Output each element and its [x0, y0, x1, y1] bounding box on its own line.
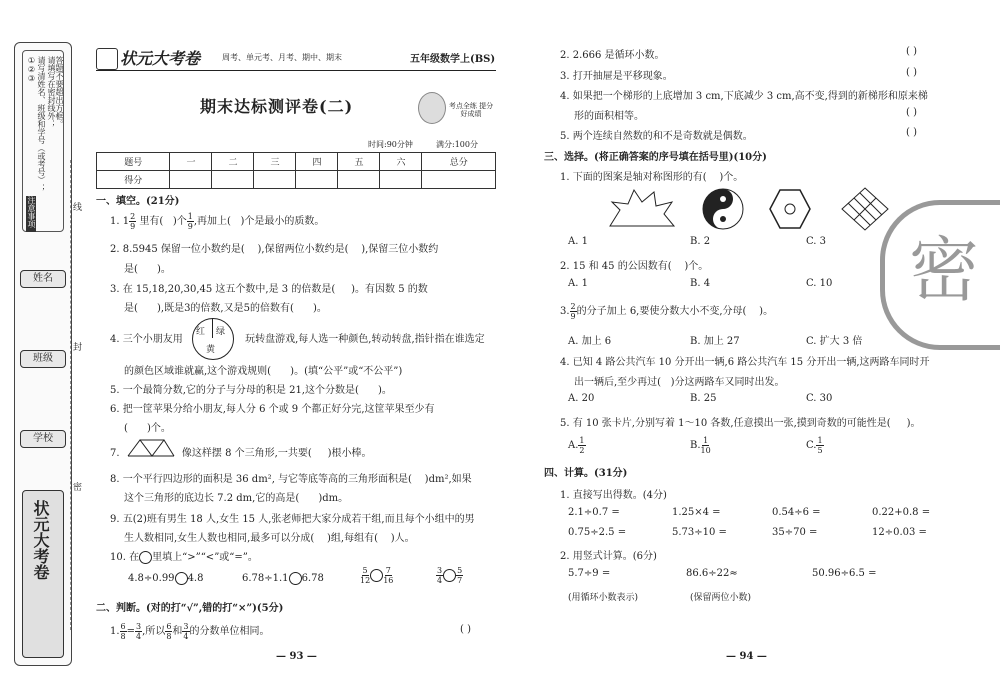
yin-yang-icon: [700, 186, 746, 232]
choice-2-option-a[interactable]: A. 1: [568, 278, 588, 289]
seal-mark-xian: 线: [73, 203, 83, 213]
compare-circle-icon[interactable]: [175, 572, 188, 585]
score-cell: 得分: [97, 171, 170, 189]
question-5: 5. 一个最简分数,它的分子与分母的积是 21,这个分数是( )。: [110, 385, 392, 396]
compare-circle-icon[interactable]: [443, 569, 456, 582]
answer-paren[interactable]: ( ): [906, 127, 917, 138]
calc-2-note: (保留两位小数): [690, 593, 752, 603]
calc-2-note: (用循环小数表示): [568, 593, 639, 603]
calc-2-item: 86.6÷22≈: [686, 568, 738, 579]
judge-3: 3. 打开抽屉是平移现象。: [560, 71, 673, 82]
hexagon-icon: [768, 188, 812, 230]
section-2-title: 二、判断。(对的打“√”,错的打“×”)(5分): [96, 603, 284, 614]
calc-2-title: 2. 用竖式计算。(6分): [560, 551, 657, 562]
answer-paren[interactable]: ( ): [906, 67, 917, 78]
seal-stamp: 密: [880, 200, 1000, 350]
answer-paren[interactable]: ( ): [460, 624, 471, 635]
choice-5: 5. 有 10 张卡片,分别写着 1～10 各数,任意摸出一张,摸到奇数的可能性是( )。: [560, 418, 921, 429]
choice-3-option-a[interactable]: A. 加上 6: [568, 336, 612, 347]
choice-5-option-b[interactable]: B. $\frac{1}{10}$: [690, 436, 711, 455]
score-cell: 四: [296, 153, 338, 171]
page-number-left: — 93 —: [276, 651, 317, 662]
compare-3: $\frac{5}{12}$ $\frac{7}{16}$: [360, 566, 394, 585]
score-input-cell[interactable]: [422, 171, 496, 189]
score-input-cell[interactable]: [212, 171, 254, 189]
question-3-cont: 是( ),既是3的倍数,又是5的倍数有( )。: [124, 303, 327, 314]
brand-icon: [96, 48, 118, 70]
question-6-cont: ( )个。: [124, 423, 171, 434]
judge-2: 2. 2.666 是循环小数。: [560, 50, 665, 61]
choice-4-option-b[interactable]: B. 25: [690, 393, 717, 404]
choice-2-option-b[interactable]: B. 4: [690, 278, 711, 289]
score-table-header-row: [97, 153, 496, 171]
choice-5-option-c[interactable]: C. $\frac{1}{5}$: [806, 436, 823, 455]
compare-circle-icon[interactable]: [289, 572, 302, 585]
score-cell: 二: [212, 153, 254, 171]
choice-1-option-a[interactable]: A. 1: [568, 236, 588, 247]
choice-5-option-a[interactable]: A. $\frac{1}{2}$: [568, 436, 585, 455]
choice-4: 4. 已知 4 路公共汽车 10 分开出一辆,6 路公共汽车 15 分开出一辆,这两路车同时开: [560, 357, 930, 368]
brand-logo: 状元大考卷: [120, 49, 201, 68]
mascot-bubble: 考点全练 提分好成绩: [448, 102, 494, 118]
calc-1-item: 35÷70 =: [772, 527, 818, 538]
question-4: 4. 三个小朋友用 玩转盘游戏,每人选一种颜色,转动转盘,指针指在谁选定: [110, 334, 485, 345]
full-score: 满分:100分: [436, 140, 478, 149]
header-rule: [96, 70, 496, 71]
triangles-figure: [126, 438, 176, 458]
calc-1-item: 1.25×4 =: [672, 507, 721, 518]
exam-time: 时间:90分钟: [368, 140, 413, 149]
score-input-cell[interactable]: [338, 171, 380, 189]
choice-3: 3. $\frac{2}{9}$ 的分子加上 6,要使分数大小不变,分母( )。: [560, 302, 774, 321]
score-input-cell[interactable]: [380, 171, 422, 189]
judge-1: 1. $\frac{6}{8}$ = $\frac{3}{4}$ ,所以 $\frac{6}{8}$ 和 $\frac{3}{4}$ 的分数单位相同。: [110, 622, 270, 641]
score-input-cell[interactable]: [170, 171, 212, 189]
choice-1-option-b[interactable]: B. 2: [690, 236, 711, 247]
field-school: 学校: [20, 430, 66, 448]
calc-2-item: 50.96÷6.5 =: [812, 568, 877, 579]
question-2: 2. 8.5945 保留一位小数约是( ),保留两位小数约是( ),保留三位小数约: [110, 244, 439, 255]
notice-tag: 注意事项: [26, 196, 36, 232]
wheel-yellow: 黄: [206, 345, 216, 355]
score-input-cell[interactable]: [296, 171, 338, 189]
brand-logo-vertical: 状元大考卷: [31, 500, 50, 580]
score-input-cell[interactable]: [254, 171, 296, 189]
field-class: 班级: [20, 350, 66, 368]
answer-paren[interactable]: ( ): [906, 46, 917, 57]
knot-icon: [840, 186, 890, 232]
seal-line: [70, 160, 71, 630]
score-cell: 总分: [422, 153, 496, 171]
calc-1-item: 0.22+0.8 =: [872, 507, 931, 518]
choice-3-option-c[interactable]: C. 扩大 3 倍: [806, 336, 863, 347]
mascot-icon: [418, 92, 446, 124]
calc-1-item: 0.54÷6 =: [772, 507, 821, 518]
question-2-cont: 是( )。: [124, 264, 171, 275]
score-table-score-row: [97, 171, 496, 189]
question-8-cont: 这个三角形的底边长 7.2 dm,它的高是( )dm。: [124, 493, 349, 504]
calc-1-item: 2.1÷0.7 =: [568, 507, 620, 518]
wheel-green: 绿: [216, 327, 226, 337]
wheel-red: 红: [196, 327, 206, 337]
judge-4-cont: 形的面积相等。: [574, 111, 644, 122]
question-10: 10. 在 里填上“>”“<”或“=”。: [110, 552, 258, 563]
choice-3-option-b[interactable]: B. 加上 27: [690, 336, 740, 347]
choice-4-option-c[interactable]: C. 30: [806, 393, 833, 404]
seal-mark-mi: 密: [73, 483, 83, 493]
answer-paren[interactable]: ( ): [906, 107, 917, 118]
choice-1: 1. 下面的图案是轴对称图形的有( )个。: [560, 172, 744, 183]
compare-circle-icon: [139, 551, 152, 564]
calc-1-item: 0.75÷2.5 =: [568, 527, 627, 538]
question-7: 7. 像这样摆 8 个三角形,一共要( )根小棒。: [110, 448, 372, 459]
calc-1-item: 5.73÷10 =: [672, 527, 727, 538]
choice-2: 2. 15 和 45 的公因数有( )个。: [560, 261, 709, 272]
notice-icons: ①②③: [27, 56, 36, 83]
section-4-title: 四、计算。(31分): [544, 468, 628, 479]
seal-mark-feng: 封: [73, 343, 83, 353]
question-8: 8. 一个平行四边形的面积是 36 dm², 与它等底等高的三角形面积是( )dm²,如果: [110, 474, 472, 485]
score-cell: 三: [254, 153, 296, 171]
calc-1-title: 1. 直接写出得数。(4分): [560, 490, 667, 501]
question-9: 9. 五(2)班有男生 18 人,女生 15 人,张老师把大家分成若干组,而且每个小组中的男: [110, 514, 475, 525]
compare-2: 6.78÷1.1 6.78: [242, 573, 324, 584]
choice-4-option-a[interactable]: A. 20: [568, 393, 595, 404]
compare-4: $\frac{3}{4}$ $\frac{5}{7}$: [437, 566, 463, 585]
page-title: 期末达标测评卷(二): [200, 97, 354, 116]
question-1: 1. 1 $\frac{2}{9}$ 里有( )个 $\frac{1}{9}$ ,再加上( )个是最小的质数。: [110, 212, 325, 231]
grade-label: 五年级数学上(BS): [410, 54, 496, 65]
compare-1: 4.8÷0.99 4.8: [128, 573, 204, 584]
notice-line-2: 请填写在密封线外；: [47, 56, 56, 128]
judge-4: 4. 如果把一个梯形的上底增加 3 cm,下底减少 3 cm,高不变,得到的新梯形和原来梯: [560, 91, 928, 102]
spinner-divider: [212, 318, 213, 338]
choice-4-cont: 出一辆后,至少再过( )分这两路车又同时出发。: [574, 377, 785, 388]
compare-circle-icon[interactable]: [370, 569, 383, 582]
notice-line-1: 请写清姓名、班级和学号（或考号）；: [37, 56, 46, 192]
page-number-right: — 94 —: [726, 651, 767, 662]
calc-2-item: 5.7÷9 =: [568, 568, 611, 579]
question-4-cont: 的颜色区域谁就赢,这个游戏规则( )。(填“公平”或“不公平”): [124, 366, 403, 377]
score-table: [96, 152, 496, 189]
exam-types: 周考、单元考、月考、期中、期末: [222, 53, 342, 62]
score-cell: 六: [380, 153, 422, 171]
question-6: 6. 把一筐苹果分给小朋友,每人分 6 个或 9 个都正好分完,这筐苹果至少有: [110, 404, 435, 415]
section-3-title: 三、选择。(将正确答案的序号填在括号里)(10分): [544, 152, 767, 163]
score-cell: 题号: [97, 153, 170, 171]
choice-2-option-c[interactable]: C. 10: [806, 278, 833, 289]
score-cell: 五: [338, 153, 380, 171]
judge-5: 5. 两个连续自然数的和不是奇数就是偶数。: [560, 131, 753, 142]
field-name: 姓名: [20, 270, 66, 288]
question-9-cont: 生人数相同,女生人数也相同,最多可以分成( )组,每组有( )人。: [124, 533, 415, 544]
calc-1-item: 12÷0.03 =: [872, 527, 927, 538]
question-3: 3. 在 15,18,20,30,45 这五个数中,是 3 的倍数是( )。有因数 5 的数: [110, 284, 428, 295]
score-cell: 一: [170, 153, 212, 171]
section-1-title: 一、填空。(21分): [96, 196, 180, 207]
notice-line-3: 答题不要超出方框。: [55, 56, 64, 128]
sun-figure-icon: [606, 186, 678, 230]
choice-1-option-c[interactable]: C. 3: [806, 236, 827, 247]
